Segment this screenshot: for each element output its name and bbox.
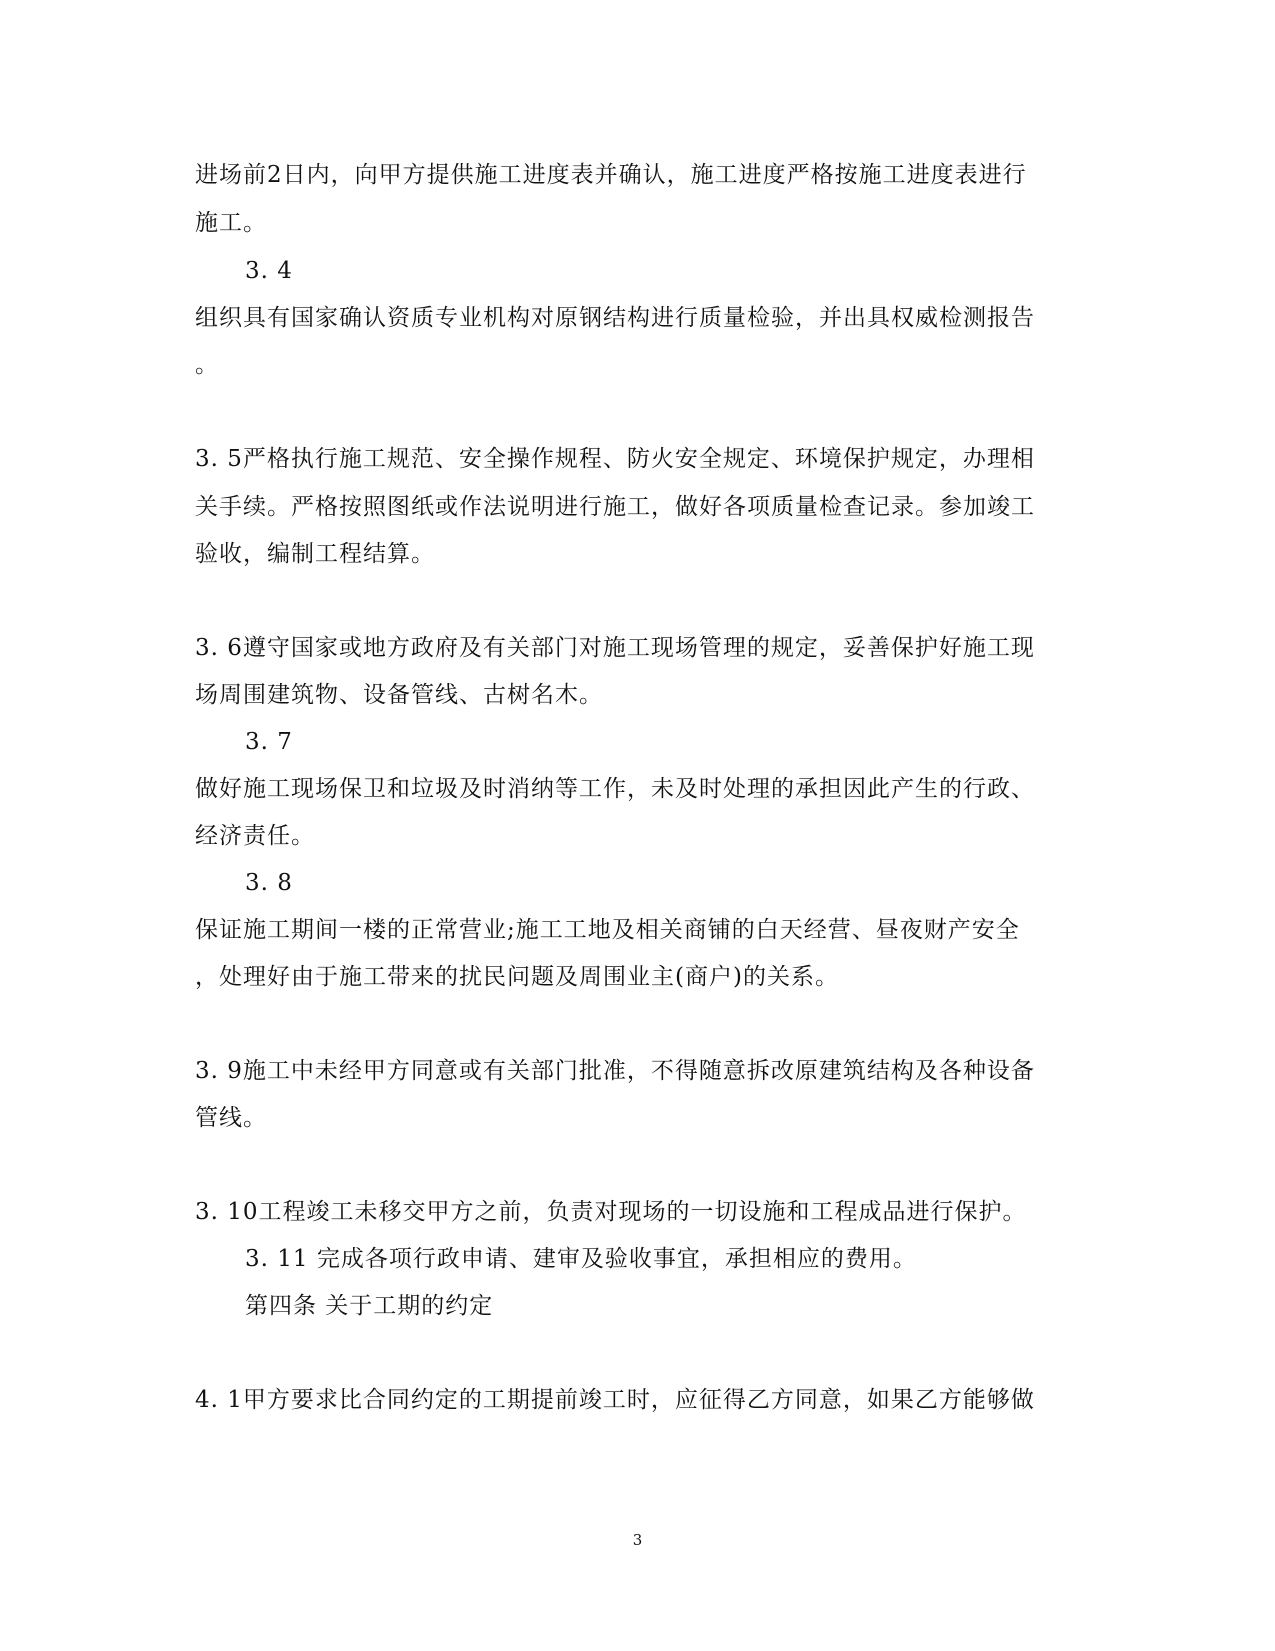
text-line: 3. 9施工中未经甲方同意或有关部门批准，不得随意拆改原建筑结构及各种设备: [195, 1058, 1035, 1084]
text-line: 保证施工期间一楼的正常营业;施工工地及相关商铺的白天经营、昼夜财产安全: [195, 917, 1020, 943]
section-heading: 第四条 关于工期的约定: [245, 1293, 494, 1319]
text-line: 关手续。严格按照图纸或作法说明进行施工，做好各项质量检查记录。参加竣工: [195, 494, 1035, 520]
text-line: 3. 10工程竣工未移交甲方之前，负责对现场的一切设施和工程成品进行保护。: [195, 1199, 1027, 1225]
text-line: 组织具有国家确认资质专业机构对原钢结构进行质量检验，并出具权威检测报告: [195, 305, 1035, 331]
page-number: 3: [632, 1531, 643, 1549]
text-line: 3. 11 完成各项行政申请、建审及验收事宜，承担相应的费用。: [245, 1246, 917, 1272]
text-line: 管线。: [195, 1105, 267, 1131]
text-line: 3. 6遵守国家或地方政府及有关部门对施工现场管理的规定，妥善保护好施工现: [195, 635, 1035, 661]
text-line: 4. 1甲方要求比合同约定的工期提前竣工时，应征得乙方同意，如果乙方能够做: [195, 1387, 1035, 1413]
clause-number: 3. 7: [245, 729, 293, 755]
text-line: 经济责任。: [195, 823, 315, 849]
text-line: 。: [195, 352, 219, 378]
text-line: 施工。: [195, 210, 267, 236]
clause-number: 3. 4: [245, 258, 293, 284]
text-line: 进场前2日内，向甲方提供施工进度表并确认，施工进度严格按施工进度表进行: [195, 162, 1027, 188]
text-line: ，处理好由于施工带来的扰民问题及周围业主(商户)的关系。: [195, 964, 839, 990]
text-line: 3. 5严格执行施工规范、安全操作规程、防火安全规定、环境保护规定，办理相: [195, 446, 1035, 472]
text-line: 场周围建筑物、设备管线、古树名木。: [195, 682, 603, 708]
text-line: 做好施工现场保卫和垃圾及时消纳等工作，未及时处理的承担因此产生的行政、: [195, 776, 1035, 802]
text-line: 验收，编制工程结算。: [195, 541, 435, 567]
clause-number: 3. 8: [245, 870, 293, 896]
